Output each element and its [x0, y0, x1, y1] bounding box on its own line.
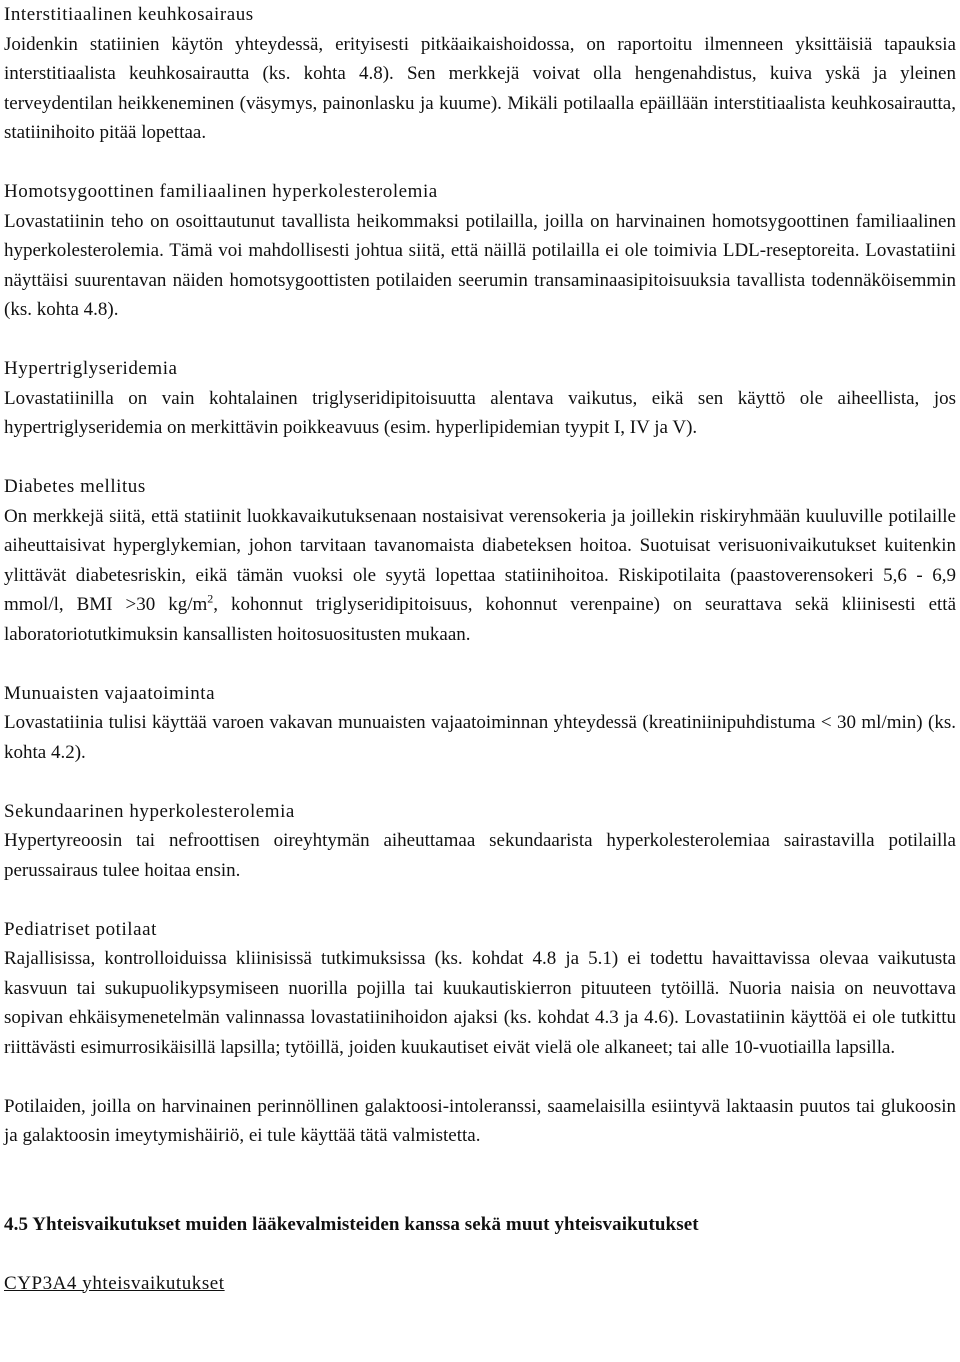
section-body: Hypertyreoosin tai nefroottisen oireyhtymän aiheuttamaa sekundaarista hyperkolesterolemiaa sairastavilla potilailla perussairaus tulee hoitaa ensin. — [4, 830, 956, 881]
section-diabetes-mellitus — [4, 472, 956, 649]
section-heading: Interstitiaalinen keuhkosairaus — [4, 4, 254, 25]
section-body: Joidenkin statiinien käytön yhteydessä, erityisesti pitkäaikaishoidossa, on raportoitu ilmenneen yksittäisiä tapauksia interstitiaalista keuhkosairautta (ks. kohta 4.8). Sen merkkejä voivat olla hengenahdistus, kuiva yskä ja yleinen terveydentilan heikkeneminen (väsymys, painonlasku ja kuume). Mikäli potilaalla epäillään interstitiaalista keuhkosairautta, statiinihoito pitää lopettaa. — [4, 33, 956, 143]
section-pediatric-patients — [4, 915, 956, 1063]
body-text-before-superscript: On merkkejä siitä, että statiinit luokkavaikutuksenaan nostaisivat verensokeria ja joillekin riskiryhmään kuuluville potilaille aiheuttaisivat hyperglykemian, johon tarvitaan tavanomaista diabeteksen hoitoa. Suotuisat verisuonivaikutukset kuitenkin ylittävät diabetesriskin, eikä tämän vuoksi ole syytä lopettaa statiinihoitoa. Riskipotilaita (paastoverensokeri 5,6 - 6,9 mmol/l, BMI >30 kg/m — [4, 505, 956, 615]
section-body: Lovastatiinin teho on osoittautunut tavallista heikommaksi potilailla, joilla on harvinainen homotsygoottinen familiaalinen hyperkolesterolemia. Tämä voi mahdollisesti johtua siitä, että näillä potilailla ei ole toimivia LDL-reseptoreita. Lovastatiini näyttäisi suurentavan näiden homotsygoottisten potilaiden seerumin transaminaasipitoisuuksia tavallista todennäköisemmin (ks. kohta 4.8). — [4, 210, 956, 320]
section-body — [4, 502, 956, 650]
section-4-5-title: 4.5 Yhteisvaikutukset muiden lääkevalmisteiden kanssa sekä muut yhteisvaikutukset — [4, 1213, 699, 1235]
document-page — [4, 0, 956, 1298]
body-text-after-superscript: , kohonnut triglyseridipitoisuus, kohonnut verenpaine) on seurattava sekä kliinisesti että laboratoriotutkimuksin kansallisten hoitosuositusten mukaan. — [4, 594, 956, 645]
section-body: Lovastatiinia tulisi käyttää varoen vakavan munuaisten vajaatoiminnan yhteydessä (kreatiniinipuhdistuma < 30 ml/min) (ks. kohta 4.2). — [4, 712, 956, 763]
cyp3a4-subsection-title: CYP3A4 yhteisvaikutukset — [4, 1272, 225, 1294]
section-body: Rajallisissa, kontrolloiduissa kliinisissä tutkimuksissa (ks. kohdat 4.8 ja 5.1) ei todettu havaittavissa olevaa vaikutusta kasvuun tai sukupuolikypsymiseen nuorilla pojilla tai kuukautiskierron pituuteen tytöillä. Nuoria naisia on neuvottava sopivan ehkäisymenetelmän valinnassa lovastatiinihoidon ajaksi (ks. kohdat 4.3 ja 4.6). Lovastatiinin käyttöä ei ole tutkittu riittävästi esimurrosikäisillä lapsilla; tytöillä, joiden kuukautiset eivät vielä ole alkaneet; tai alle 10-vuotiailla lapsilla. — [4, 948, 956, 1058]
section-homozygous-fh — [4, 177, 956, 325]
galactose-intolerance-note: Potilaiden, joilla on harvinainen perinnöllinen galaktoosi-intoleranssi, saamelaisilla esiintyvä laktaasin puutos tai glukoosin ja galaktoosin imeytymishäiriö, ei tule käyttää tätä valmistetta. — [4, 1095, 956, 1146]
section-renal-impairment — [4, 679, 956, 768]
section-secondary-hypercholesterolemia — [4, 797, 956, 886]
section-interstitial-lung-disease — [4, 0, 956, 148]
section-heading: Diabetes mellitus — [4, 476, 146, 497]
section-heading: Pediatriset potilaat — [4, 918, 157, 940]
section-hypertriglyceridemia — [4, 354, 956, 443]
section-heading: Hypertriglyseridemia — [4, 358, 178, 379]
section-heading: Sekundaarinen hyperkolesterolemia — [4, 800, 295, 822]
superscript: 2 — [207, 591, 214, 606]
section-body: Lovastatiinilla on vain kohtalainen triglyseridipitoisuutta alentava vaikutus, eikä sen käyttö ole aiheellista, jos hypertriglyseridemia on merkittävin poikkeavuus (esim. hyperlipidemian tyypit I, IV ja V). — [4, 387, 956, 438]
section-heading: Munuaisten vajaatoiminta — [4, 682, 216, 704]
section-heading: Homotsygoottinen familiaalinen hyperkolesterolemia — [4, 181, 438, 202]
